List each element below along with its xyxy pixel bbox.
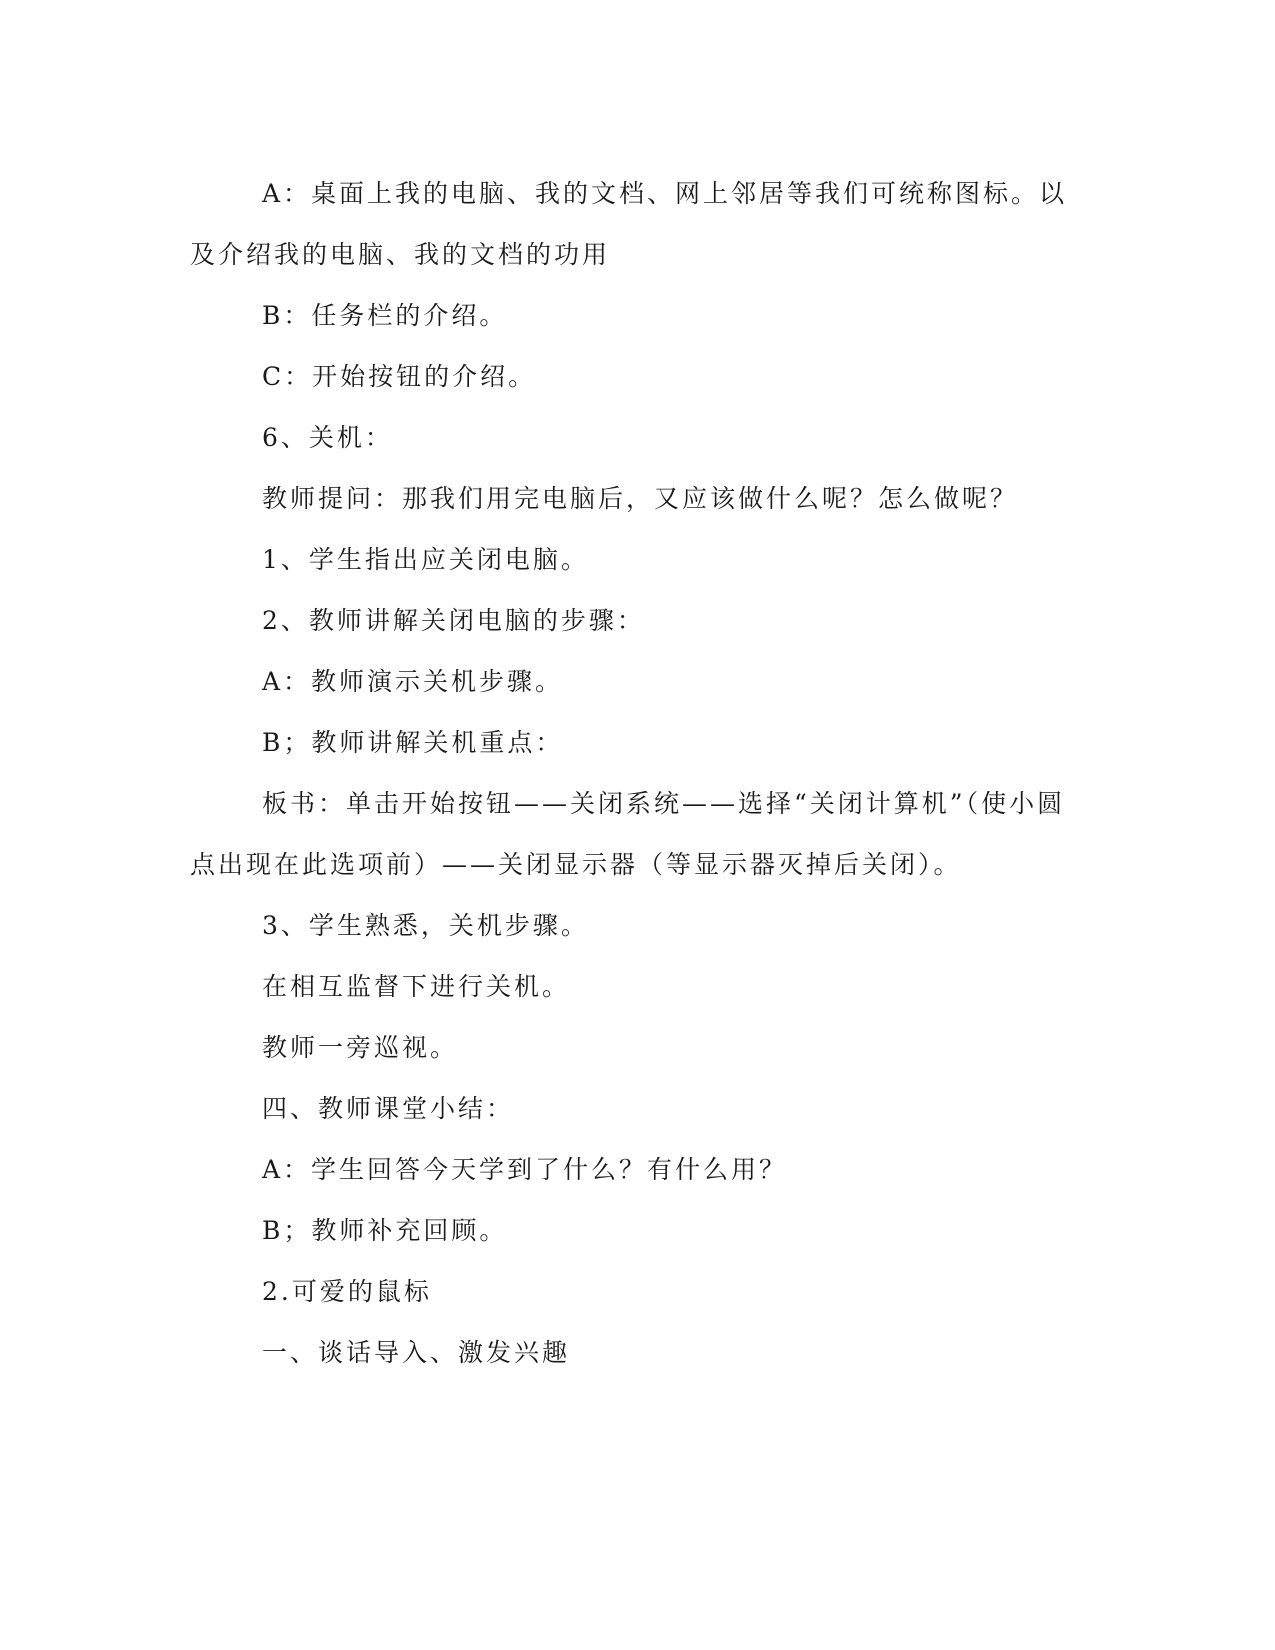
paragraph-mutual-supervision: 在相互监督下进行关机。 bbox=[262, 972, 571, 1001]
list-item-step-3: 3、学生熟悉，关机步骤。 bbox=[262, 911, 589, 940]
heading-introduction: 一、谈话导入、激发兴趣 bbox=[262, 1338, 571, 1367]
paragraph-teacher-review: B；教师补充回顾。 bbox=[262, 1216, 508, 1245]
paragraph-shutdown-key-points: B；教师讲解关机重点： bbox=[262, 728, 564, 757]
paragraph-teacher-question: 教师提问：那我们用完电脑后，又应该做什么呢？怎么做呢？ bbox=[262, 484, 1019, 513]
heading-lovely-mouse: 2.可爱的鼠标 bbox=[262, 1277, 432, 1306]
heading-class-summary: 四、教师课堂小结： bbox=[262, 1094, 515, 1123]
paragraph-student-answer: A：学生回答今天学到了什么？有什么用？ bbox=[262, 1155, 788, 1184]
paragraph-start-button: C：开始按钮的介绍。 bbox=[262, 362, 537, 391]
heading-shutdown: 6、关机： bbox=[262, 423, 393, 452]
list-item-step-2: 2、教师讲解关闭电脑的步骤： bbox=[262, 606, 645, 635]
paragraph-demo-shutdown: A：教师演示关机步骤。 bbox=[262, 667, 564, 696]
list-item-step-1: 1、学生指出应关闭电脑。 bbox=[262, 545, 589, 574]
document-body bbox=[190, 163, 1080, 1383]
paragraph-desktop-icons: A：桌面上我的电脑、我的文档、网上邻居等我们可统称图标。以及介绍我的电脑、我的文档的功用 bbox=[190, 179, 1068, 269]
paragraph-teacher-patrol: 教师一旁巡视。 bbox=[262, 1033, 459, 1062]
paragraph-blackboard-notes: 板书：单击开始按钮——关闭系统——选择“关闭计算机”（使小圆点出现在此选项前）——关闭显示器（等显示器灭掉后关闭）。 bbox=[190, 789, 1066, 879]
paragraph-taskbar: B：任务栏的介绍。 bbox=[262, 301, 508, 330]
